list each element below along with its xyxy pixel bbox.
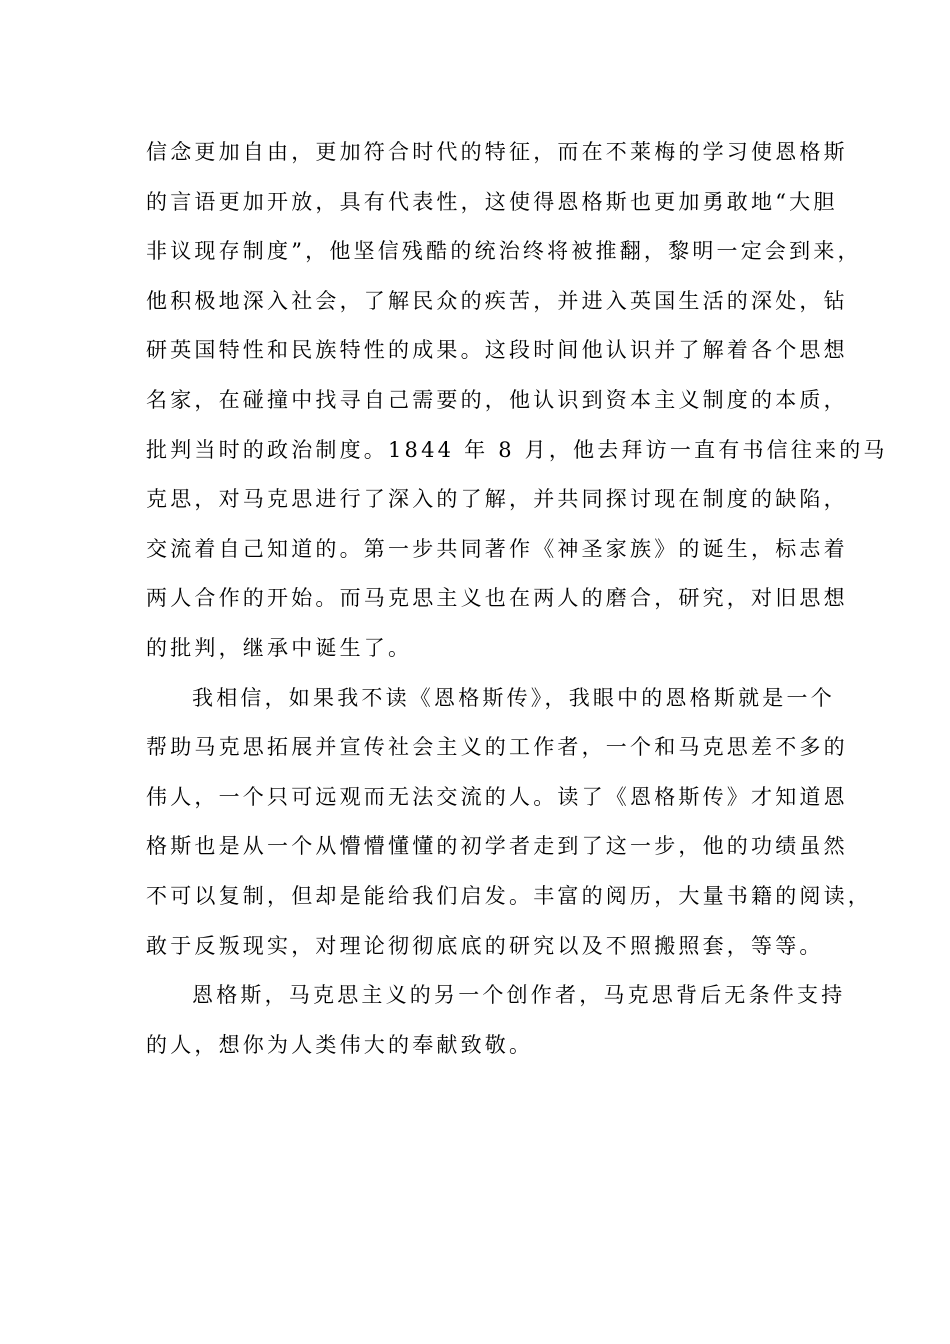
text-line: 名家，在碰撞中找寻自己需要的，他认识到资本主义制度的本质， (146, 387, 848, 412)
text-line: 的人，想你为人类伟大的奉献致敬。 (146, 1032, 534, 1057)
text-line: 的言语更加开放，具有代表性，这使得恩格斯也更加勇敢地“大胆 (146, 189, 838, 214)
paragraph-2 (146, 674, 872, 972)
text-line: 两人合作的开始。而马克思主义也在两人的磨合，研究，对旧思想 (146, 586, 848, 611)
text-line: 敢于反叛现实，对理论彻彻底底的研究以及不照搬照套，等等。 (146, 933, 824, 958)
text-line: 的批判，继承中诞生了。 (146, 635, 413, 660)
paragraph-3 (146, 971, 846, 1070)
text-line: 恩格斯，马克思主义的另一个创作者，马克思背后无条件支持 (192, 983, 846, 1008)
text-line: 他积极地深入社会，了解民众的疾苦，并进入英国生活的深处，钻 (146, 288, 848, 313)
document-body (146, 128, 888, 1070)
text-line: 帮助马克思拓展并宣传社会主义的工作者，一个和马克思差不多的 (146, 735, 848, 760)
text-line: 伟人，一个只可远观而无法交流的人。读了《恩格斯传》才知道恩 (146, 784, 848, 809)
text-line: 研英国特性和民族特性的成果。这段时间他认识并了解着各个思想 (146, 338, 848, 363)
paragraph-1 (146, 128, 888, 674)
text-line: 我相信，如果我不读《恩格斯传》，我眼中的恩格斯就是一个 (192, 685, 835, 710)
text-line: 克思，对马克思进行了深入的了解，并共同探讨现在制度的缺陷， (146, 487, 848, 512)
text-line: 格斯也是从一个从懵懵懂懂的初学者走到了这一步，他的功绩虽然 (146, 834, 848, 859)
text-line: 批判当时的政治制度。1844 年 8 月，他去拜访一直有书信往来的马 (146, 437, 888, 462)
text-line: 交流着自己知道的。第一步共同著作《神圣家族》的诞生，标志着 (146, 536, 848, 561)
text-line: 非议现存制度”，他坚信残酷的统治终将被推翻，黎明一定会到来， (146, 239, 862, 264)
text-line: 信念更加自由，更加符合时代的特征，而在不莱梅的学习使恩格斯 (146, 140, 848, 164)
text-line: 不可以复制，但却是能给我们启发。丰富的阅历，大量书籍的阅读， (146, 883, 872, 908)
